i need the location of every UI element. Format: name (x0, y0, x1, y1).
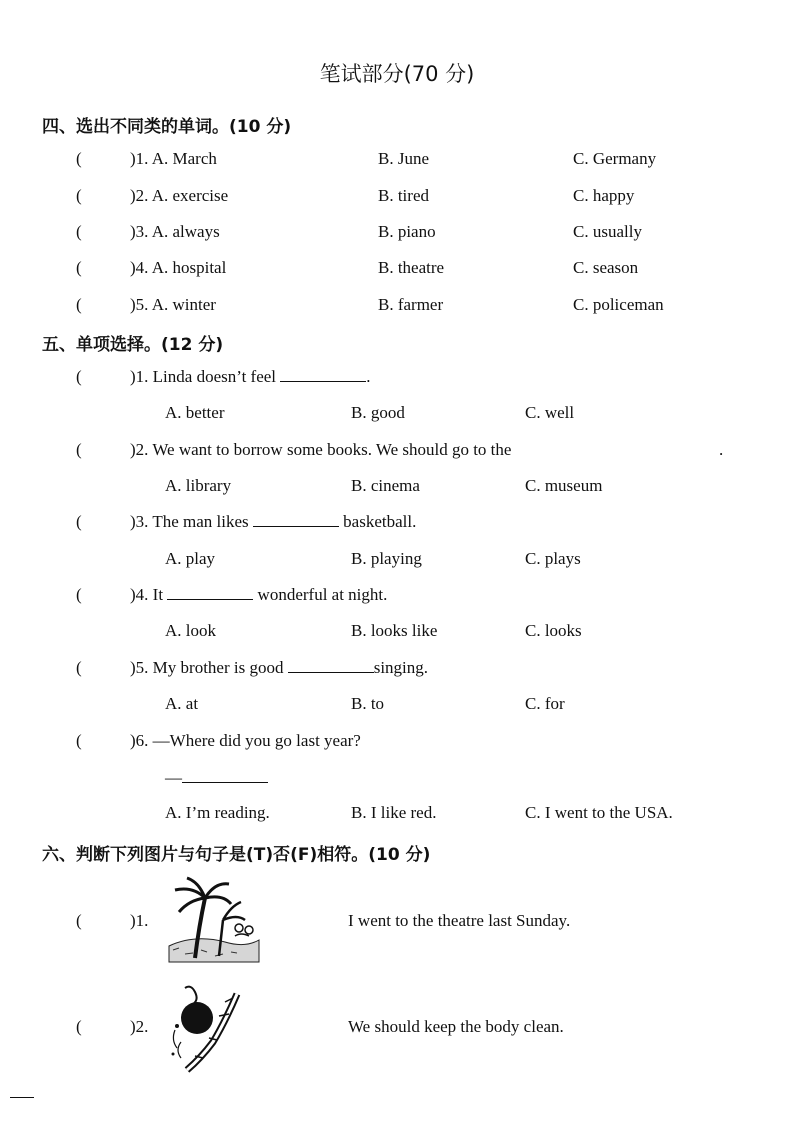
s4-q3-a: )3. A. always (130, 222, 220, 241)
answer-paren[interactable]: ( (76, 367, 82, 386)
section-heading-6: 六、判断下列图片与句子是(T)否(F)相符。(10 分) (42, 845, 431, 865)
s4-q1-c: C. Germany (573, 149, 657, 168)
s5-q4 (130, 585, 387, 605)
s5-q3-opt-c: C. plays (525, 549, 581, 568)
s6-q2-sentence: We should keep the body clean. (348, 1017, 564, 1036)
answer-paren[interactable]: ( (76, 1017, 82, 1036)
answer-paren[interactable]: ( (76, 512, 82, 531)
s5-q6-text: )6. —Where did you go last year? (130, 731, 361, 750)
fill-blank[interactable] (182, 768, 268, 783)
s5-q5-opt-a: A. at (165, 694, 199, 713)
s5-q4-opt-b: B. looks like (351, 621, 438, 640)
s5-q6-opt-b: B. I like red. (351, 803, 437, 822)
s4-q5-a: )5. A. winter (130, 295, 216, 314)
fill-blank[interactable] (280, 367, 366, 382)
s4-q4-b: B. theatre (378, 258, 445, 277)
s5-q3-end: basketball. (338, 512, 417, 531)
s4-q2-b: B. tired (378, 186, 429, 205)
s4-q3-c: C. usually (573, 222, 642, 241)
answer-paren[interactable]: ( (76, 222, 82, 241)
s5-q2-text: )2. We want to borrow some books. We should go to the (130, 440, 512, 459)
s5-q5-end: singing. (373, 658, 429, 677)
answer-paren[interactable]: ( (76, 295, 82, 314)
s5-q6-opt-c: C. I went to the USA. (525, 803, 673, 822)
answer-paren[interactable]: ( (76, 149, 82, 168)
answer-paren[interactable]: ( (76, 731, 82, 750)
s5-q5-opt-b: B. to (351, 694, 385, 713)
s4-q4-c: C. season (573, 258, 639, 277)
s5-q2-opt-b: B. cinema (351, 476, 420, 495)
s5-q2-opt-a: A. library (165, 476, 232, 495)
s5-q4-end: wonderful at night. (253, 585, 388, 604)
fill-blank[interactable] (253, 512, 339, 527)
s6-q2-num: )2. (130, 1017, 149, 1036)
s4-q3-b: B. piano (378, 222, 436, 241)
s5-q3 (130, 512, 416, 532)
section-heading-4: 四、选出不同类的单词。(10 分) (42, 117, 292, 137)
s4-q5-c: C. policeman (573, 295, 664, 314)
s4-q1-a: )1. A. March (130, 149, 217, 168)
smoking-cigarette-illustration (165, 982, 251, 1074)
s4-q2-a: )2. A. exercise (130, 186, 229, 205)
section-heading-5: 五、单项选择。(12 分) (42, 335, 224, 355)
s5-q1-opt-a: A. better (165, 403, 225, 422)
s5-q1-text: )1. Linda doesn’t feel (130, 367, 281, 386)
answer-paren[interactable]: ( (76, 440, 82, 459)
s5-q3-opt-a: A. play (165, 549, 216, 568)
page-title: 笔试部分(70 分) (319, 62, 475, 86)
fill-blank[interactable] (288, 658, 374, 673)
dash: — (165, 768, 182, 787)
s6-q1-num: )1. (130, 911, 149, 930)
s5-q1-end: . (366, 367, 371, 386)
s4-q2-c: C. happy (573, 186, 635, 205)
s4-q4-a: )4. A. hospital (130, 258, 227, 277)
s5-q6-answer-line (165, 768, 268, 788)
answer-paren[interactable]: ( (76, 186, 82, 205)
s5-q2-opt-c: C. museum (525, 476, 603, 495)
s5-q4-opt-a: A. look (165, 621, 216, 640)
answer-paren[interactable]: ( (76, 911, 82, 930)
beach-palm-tree-illustration (165, 876, 261, 964)
s5-q2-end: . (719, 440, 724, 459)
s5-q3-text: )3. The man likes (130, 512, 253, 531)
s4-q5-b: B. farmer (378, 295, 444, 314)
s5-q1-opt-c: C. well (525, 403, 575, 422)
s5-q5 (130, 658, 428, 678)
s5-q1 (130, 367, 371, 387)
s5-q4-opt-c: C. looks (525, 621, 582, 640)
answer-paren[interactable]: ( (76, 658, 82, 677)
s5-q5-opt-c: C. for (525, 694, 565, 713)
s5-q6-opt-a: A. I’m reading. (165, 803, 270, 822)
s4-q1-b: B. June (378, 149, 429, 168)
footer-rule (10, 1097, 34, 1098)
answer-paren[interactable]: ( (76, 585, 82, 604)
s5-q5-text: )5. My brother is good (130, 658, 288, 677)
fill-blank[interactable] (167, 585, 253, 600)
s6-q1-sentence: I went to the theatre last Sunday. (348, 911, 571, 930)
answer-paren[interactable]: ( (76, 258, 82, 277)
s5-q1-opt-b: B. good (351, 403, 405, 422)
s5-q4-text: )4. It (130, 585, 168, 604)
s5-q3-opt-b: B. playing (351, 549, 422, 568)
